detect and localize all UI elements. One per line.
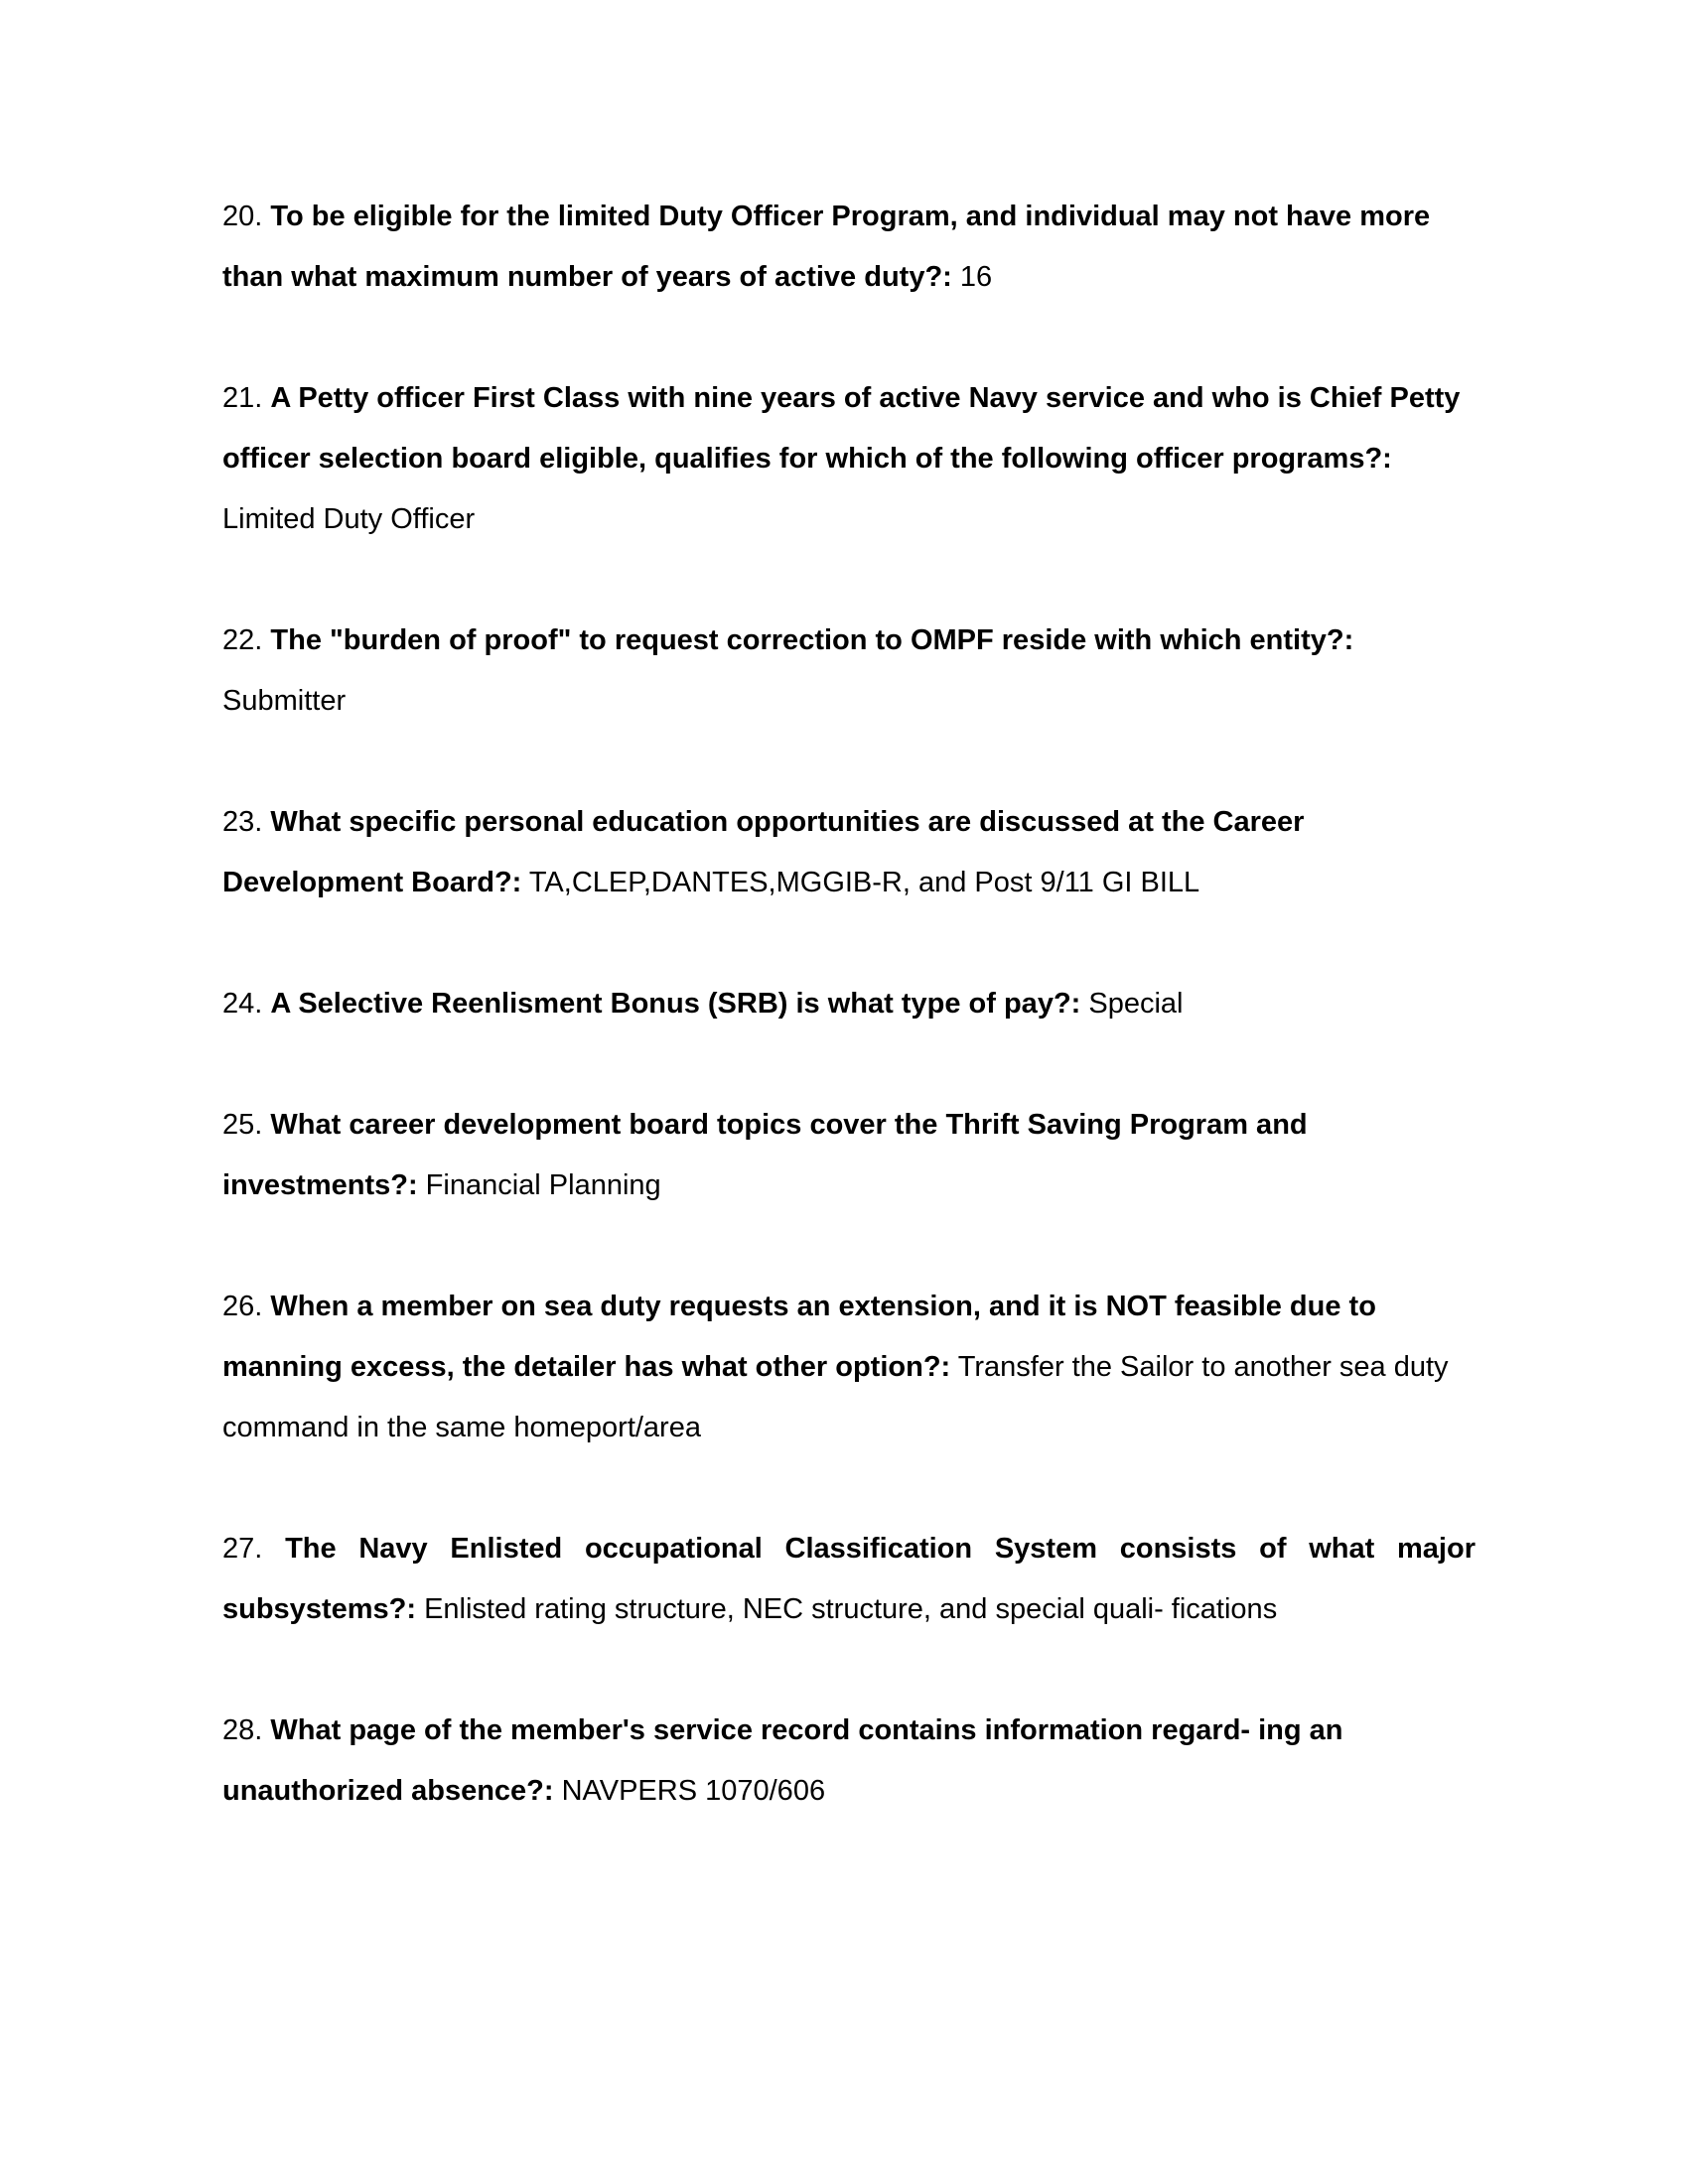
qa-item-22 <box>222 611 1476 732</box>
answer-text: Limited Duty Officer <box>222 503 476 535</box>
question-text: What specific personal education opportunities are discussed at the Career Development Board?: <box>222 806 1305 898</box>
answer-text: Submitter <box>222 685 347 717</box>
qa-item-20 <box>222 187 1476 308</box>
answer-text: Financial Planning <box>425 1169 661 1201</box>
item-number: 23. <box>222 806 263 838</box>
question-text: What career development board topics cover the Thrift Saving Program and investments?: <box>222 1109 1308 1201</box>
qa-item-23 <box>222 792 1476 913</box>
item-number: 26. <box>222 1291 263 1322</box>
qa-item-27 <box>222 1519 1476 1640</box>
question-text: The "burden of proof" to request correction to OMPF reside with which entity?: <box>270 624 1354 656</box>
qa-item-24 <box>222 974 1476 1034</box>
item-number: 27. <box>222 1533 263 1565</box>
question-text: To be eligible for the limited Duty Officer Program, and individual may not have more than what maximum number of years of active duty?: <box>222 201 1431 293</box>
question-text: When a member on sea duty requests an extension, and it is NOT feasible due to manning excess, the detailer has what other option?: <box>222 1291 1376 1383</box>
answer-text: Transfer the Sailor to another sea duty command in the same homeport/area <box>222 1351 1449 1443</box>
answer-text: Special <box>1088 988 1184 1020</box>
qa-list <box>222 187 1476 1882</box>
qa-item-26 <box>222 1277 1476 1458</box>
question-text: A Selective Reenlisment Bonus (SRB) is what type of pay?: <box>270 988 1081 1020</box>
item-number: 22. <box>222 624 263 656</box>
item-number: 25. <box>222 1109 263 1141</box>
qa-item-28 <box>222 1701 1476 1822</box>
question-text: What page of the member's service record contains information regard- ing an unauthorized absence?: <box>222 1714 1343 1807</box>
answer-text: Enlisted rating structure, NEC structure, and special quali- fications <box>424 1593 1278 1625</box>
item-number: 21. <box>222 382 263 414</box>
qa-item-25 <box>222 1095 1476 1216</box>
question-text: The Navy Enlisted occupational Classification System consists of what major subsystems?: <box>222 1533 1476 1625</box>
qa-item-21 <box>222 368 1476 550</box>
item-number: 24. <box>222 988 263 1020</box>
answer-text: 16 <box>959 261 993 293</box>
item-number: 28. <box>222 1714 263 1746</box>
answer-text: NAVPERS 1070/606 <box>561 1775 826 1807</box>
answer-text: TA,CLEP,DANTES,MGGIB-R, and Post 9/11 GI BILL <box>528 867 1200 898</box>
question-text: A Petty officer First Class with nine years of active Navy service and who is Chief Petty officer selection board eligible, qualifies for which of the following officer programs?: <box>222 382 1461 475</box>
item-number: 20. <box>222 201 263 232</box>
